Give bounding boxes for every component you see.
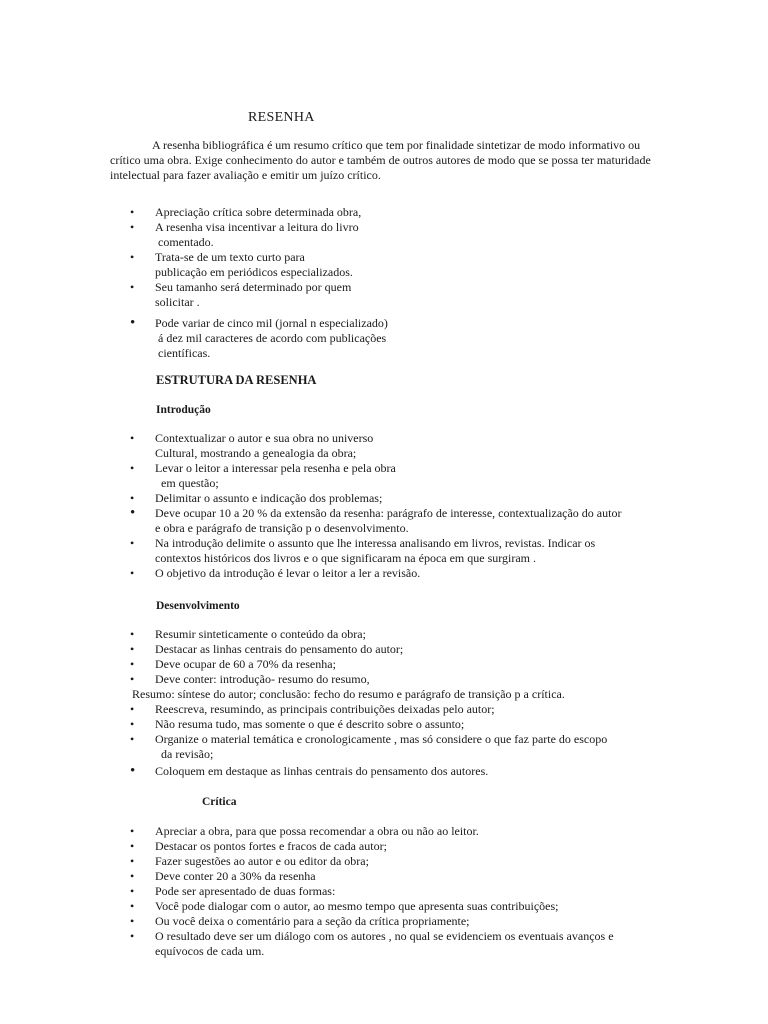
list-item: • Pode ser apresentado de duas formas:: [110, 884, 670, 899]
list-item: • Pode variar de cinco mil (jornal n especializado) á dez mil caracteres de acordo com publicações científicas.: [110, 316, 430, 361]
list-item: • Apreciar a obra, para que possa recomendar a obra ou não ao leitor.: [110, 824, 670, 839]
list-item: • Deve conter: introdução- resumo do resumo,: [110, 672, 670, 687]
list-item: • A resenha visa incentivar a leitura do livro comentado.: [110, 220, 430, 250]
list-item: • Destacar as linhas centrais do pensamento do autor;: [110, 642, 670, 657]
list-item: • O objetivo da introdução é levar o leitor a ler a revisão.: [110, 566, 670, 581]
list-item: • Resumir sinteticamente o conteúdo da obra;: [110, 627, 670, 642]
desenvolvimento-list: [110, 627, 670, 779]
list-item: • Deve ocupar 10 a 20 % da extensão da resenha: parágrafo de interesse, contextualização do autor e obra e parágrafo de transição p o desenvolvimento.: [110, 506, 670, 536]
resenha-characteristics-list: [110, 205, 430, 361]
list-item: • Destacar os pontos fortes e fracos de cada autor;: [110, 839, 670, 854]
list-item: • Seu tamanho será determinado por quem solicitar .: [110, 280, 430, 310]
list-item: • Apreciação crítica sobre determinada obra,: [110, 205, 430, 220]
list-item: • Fazer sugestões ao autor e ou editor da obra;: [110, 854, 670, 869]
list-item: • Organize o material temática e cronologicamente , mas só considere o que faz parte do escopo da revisão;: [110, 732, 670, 762]
list-item: • Trata-se de um texto curto para publicação em periódicos especializados.: [110, 250, 430, 280]
list-item: • Levar o leitor a interessar pela resenha e pela obra em questão;: [110, 461, 670, 491]
list-item: • Deve conter 20 a 30% da resenha: [110, 869, 670, 884]
list-item: Resumo: síntese do autor; conclusão: fecho do resumo e parágrafo de transição p a crítica.: [132, 687, 565, 701]
list-item: • Ou você deixa o comentário para a seção da crítica propriamente;: [110, 914, 670, 929]
section-heading-estrutura: ESTRUTURA DA RESENHA: [156, 373, 317, 387]
list-item: • Deve ocupar de 60 a 70% da resenha;: [110, 657, 670, 672]
list-item: • O resultado deve ser um diálogo com os autores , no qual se evidenciem os eventuais avanços e equívocos de cada um.: [110, 929, 670, 959]
list-item: • Reescreva, resumindo, as principais contribuições deixadas pelo autor;: [110, 702, 670, 717]
intro-paragraph: A resenha bibliográfica é um resumo crítico que tem por finalidade sintetizar de modo informativo ou crítico uma obra. Exige conhecimento do autor e também de outros autores de modo que se possa ter maturidade intelectual para fazer avaliação e emitir um juízo crítico.: [110, 138, 651, 182]
critica-list: [110, 824, 670, 959]
list-item: • Coloquem em destaque as linhas centrais do pensamento dos autores.: [110, 764, 670, 779]
document-title: RESENHA: [248, 110, 315, 125]
list-item: • Contextualizar o autor e sua obra no universo Cultural, mostrando a genealogia da obra;: [110, 431, 670, 461]
list-item: • Não resuma tudo, mas somente o que é descrito sobre o assunto;: [110, 717, 670, 732]
list-item: • Você pode dialogar com o autor, ao mesmo tempo que apresenta suas contribuições;: [110, 899, 670, 914]
section-heading-introducao: Introdução: [156, 404, 211, 416]
section-heading-desenvolvimento: Desenvolvimento: [156, 600, 240, 612]
introducao-list: [110, 431, 670, 581]
list-item: • Na introdução delimite o assunto que lhe interessa analisando em livros, revistas. Indicar os contextos históricos dos livros e o que significaram na época em que surgiram .: [110, 536, 670, 566]
section-heading-critica: Crítica: [202, 796, 237, 808]
list-item: • Delimitar o assunto e indicação dos problemas;: [110, 491, 670, 506]
